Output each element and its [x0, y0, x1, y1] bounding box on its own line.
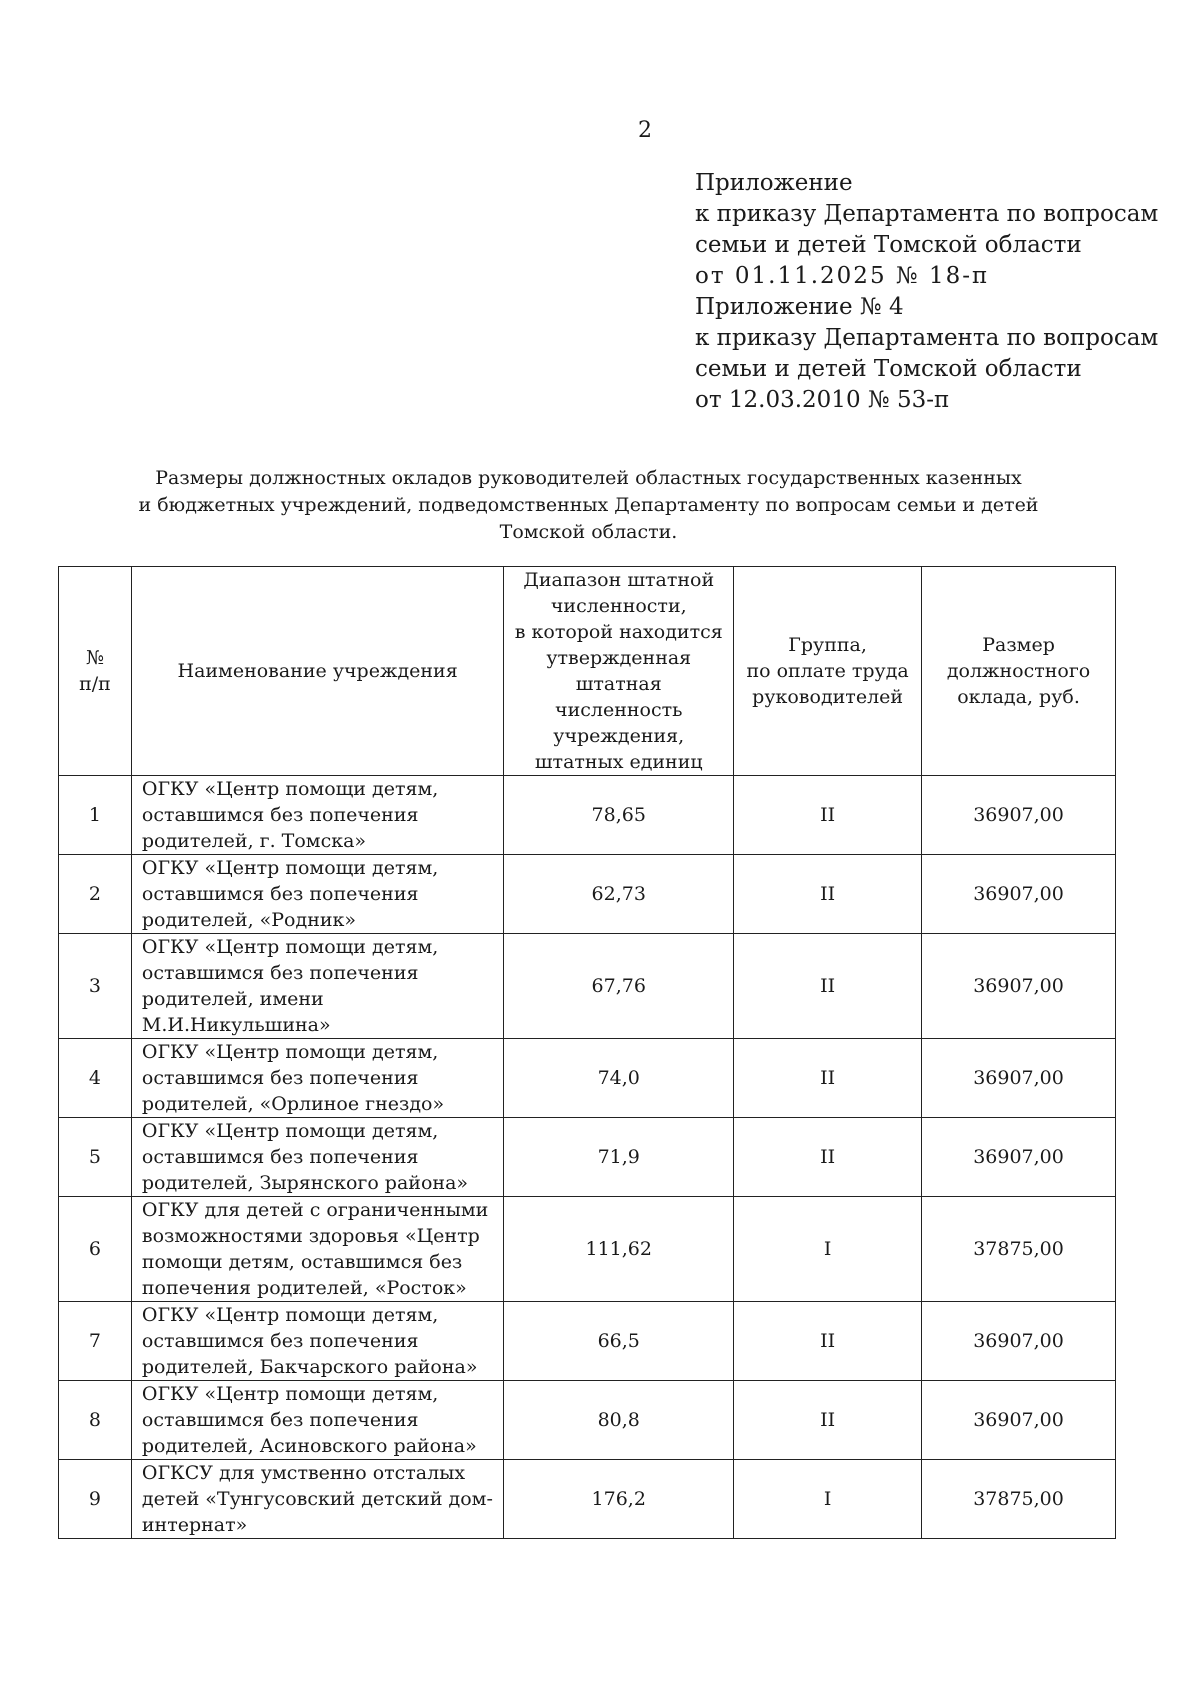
appendix-line: от 01.11.2025 № 18-п	[695, 263, 990, 289]
appendix-line: Приложение	[695, 170, 853, 196]
row-number: 5	[59, 1118, 132, 1197]
table-row	[59, 934, 1116, 1039]
institution-name: ОГКУ «Центр помощи детям, оставшимся без попечения родителей, имени М.И.Никульшина»	[131, 934, 503, 1039]
table-row	[59, 1197, 1116, 1302]
page-number: 2	[638, 118, 652, 143]
header-number: № п/п	[59, 567, 132, 776]
row-number: 4	[59, 1039, 132, 1118]
pay-group: II	[734, 1118, 922, 1197]
staff-count: 66,5	[504, 1302, 734, 1381]
salary-value: 36907,00	[922, 934, 1116, 1039]
staff-count: 62,73	[504, 855, 734, 934]
institution-name: ОГКУ «Центр помощи детям, оставшимся без попечения родителей, «Родник»	[131, 855, 503, 934]
pay-group: II	[734, 1039, 922, 1118]
row-number: 2	[59, 855, 132, 934]
appendix-line: к приказу Департамента по вопросам	[695, 325, 1159, 351]
staff-count: 67,76	[504, 934, 734, 1039]
staff-count: 78,65	[504, 776, 734, 855]
salary-value: 36907,00	[922, 1381, 1116, 1460]
institution-name: ОГКУ «Центр помощи детям, оставшимся без попечения родителей, Бакчарского района»	[131, 1302, 503, 1381]
pay-group: II	[734, 776, 922, 855]
institution-name: ОГКУ для детей с ограниченными возможностями здоровья «Центр помощи детям, оставшимся без попечения родителей, «Росток»	[131, 1197, 503, 1302]
row-number: 7	[59, 1302, 132, 1381]
salary-value: 36907,00	[922, 1302, 1116, 1381]
salary-value: 36907,00	[922, 855, 1116, 934]
title-line: Размеры должностных окладов руководителей областных государственных казенных	[155, 467, 1022, 489]
title-line: и бюджетных учреждений, подведомственных Департаменту по вопросам семьи и детей	[138, 494, 1039, 516]
appendix-block	[695, 168, 1158, 416]
header-group: Группа, по оплате труда руководителей	[734, 567, 922, 776]
document-title	[60, 465, 1117, 546]
staff-count: 111,62	[504, 1197, 734, 1302]
salary-value: 36907,00	[922, 1039, 1116, 1118]
table-row	[59, 776, 1116, 855]
appendix-line: Приложение № 4	[695, 294, 904, 320]
pay-group: II	[734, 1381, 922, 1460]
header-staff-range: Диапазон штатной численности, в которой находится утвержденная штатная численность учреждения, штатных единиц	[504, 567, 734, 776]
salary-value: 37875,00	[922, 1460, 1116, 1539]
header-salary: Размер должностного оклада, руб.	[922, 567, 1116, 776]
pay-group: II	[734, 855, 922, 934]
title-line: Томской области.	[499, 521, 678, 543]
row-number: 9	[59, 1460, 132, 1539]
salary-value: 36907,00	[922, 776, 1116, 855]
institution-name: ОГКУ «Центр помощи детям, оставшимся без попечения родителей, г. Томска»	[131, 776, 503, 855]
salary-value: 37875,00	[922, 1197, 1116, 1302]
staff-count: 74,0	[504, 1039, 734, 1118]
institution-name: ОГКСУ для умственно отсталых детей «Тунгусовский детский дом- интернат»	[131, 1460, 503, 1539]
institution-name: ОГКУ «Центр помощи детям, оставшимся без попечения родителей, Асиновского района»	[131, 1381, 503, 1460]
appendix-line: семьи и детей Томской области	[695, 356, 1082, 382]
row-number: 8	[59, 1381, 132, 1460]
table-row	[59, 855, 1116, 934]
row-number: 1	[59, 776, 132, 855]
appendix-line: семьи и детей Томской области	[695, 232, 1082, 258]
pay-group: II	[734, 934, 922, 1039]
appendix-line: от 12.03.2010 № 53-п	[695, 387, 950, 413]
row-number: 6	[59, 1197, 132, 1302]
header-institution: Наименование учреждения	[131, 567, 503, 776]
staff-count: 80,8	[504, 1381, 734, 1460]
appendix-line: к приказу Департамента по вопросам	[695, 201, 1159, 227]
pay-group: I	[734, 1197, 922, 1302]
table-row	[59, 1118, 1116, 1197]
pay-group: II	[734, 1302, 922, 1381]
institution-name: ОГКУ «Центр помощи детям, оставшимся без попечения родителей, Зырянского района»	[131, 1118, 503, 1197]
table-row	[59, 1302, 1116, 1381]
table-row	[59, 1039, 1116, 1118]
row-number: 3	[59, 934, 132, 1039]
staff-count: 71,9	[504, 1118, 734, 1197]
table-header-row	[59, 567, 1116, 776]
institution-name: ОГКУ «Центр помощи детям, оставшимся без попечения родителей, «Орлиное гнездо»	[131, 1039, 503, 1118]
table-row	[59, 1381, 1116, 1460]
salary-value: 36907,00	[922, 1118, 1116, 1197]
pay-group: I	[734, 1460, 922, 1539]
table-row	[59, 1460, 1116, 1539]
staff-count: 176,2	[504, 1460, 734, 1539]
salary-table	[58, 566, 1116, 1539]
